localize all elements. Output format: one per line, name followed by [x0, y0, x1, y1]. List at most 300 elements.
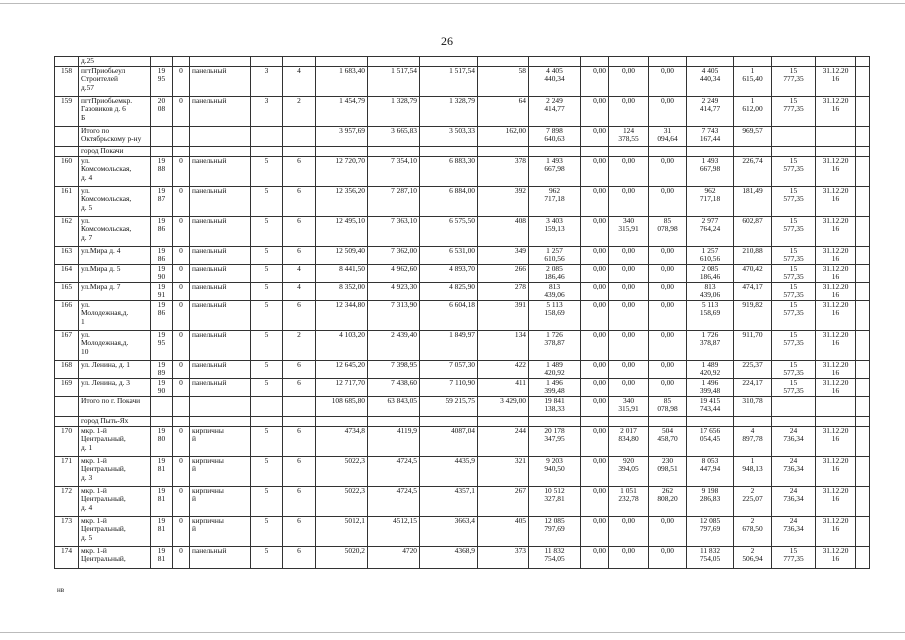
table-cell: 0,00: [649, 156, 687, 186]
table-cell: 0: [173, 96, 190, 126]
table-cell: 0,00: [581, 396, 609, 416]
table-cell: 1 726 378,87: [529, 330, 581, 360]
table-cell: 0,00: [649, 546, 687, 568]
table-cell: [734, 57, 772, 67]
table-cell: 962 717,18: [529, 186, 581, 216]
table-cell: 11 832 754,05: [529, 546, 581, 568]
table-cell: 31.12.20 16: [816, 216, 856, 246]
table-cell: 470,42: [734, 264, 772, 282]
table-cell: 31.12.20 16: [816, 360, 856, 378]
table-cell: 19 86: [151, 300, 173, 330]
bottom-scan-edge: [0, 632, 905, 633]
table-cell: 5: [251, 360, 283, 378]
table-cell: 1 493 667,98: [529, 156, 581, 186]
table-cell: 266: [478, 264, 529, 282]
table-cell: [251, 146, 283, 156]
table-cell: 911,70: [734, 330, 772, 360]
table-cell: 19 95: [151, 330, 173, 360]
table-cell: 1 257 610,56: [529, 246, 581, 264]
table-cell: 19 81: [151, 456, 173, 486]
table-cell: 31.12.20 16: [816, 456, 856, 486]
table-cell: 1 517,54: [420, 66, 478, 96]
table-cell: 134: [478, 330, 529, 360]
table-cell: 3663,4: [420, 516, 478, 546]
table-cell: [173, 146, 190, 156]
table-cell: 31.12.20 16: [816, 246, 856, 264]
table-cell: 962 717,18: [687, 186, 734, 216]
table-cell: 3: [251, 66, 283, 96]
table-cell: 4 405 440,34: [687, 66, 734, 96]
table-cell: 10 512 327,81: [529, 486, 581, 516]
table-cell: 5: [251, 330, 283, 360]
table-row: [55, 246, 870, 264]
table-cell: 6 883,30: [420, 156, 478, 186]
table-cell: 0,00: [609, 264, 649, 282]
table-cell: 1 257 610,56: [687, 246, 734, 264]
table-cell: 15 577,35: [772, 360, 816, 378]
table-cell: 6: [283, 300, 316, 330]
table-cell: 9 203 940,50: [529, 456, 581, 486]
table-cell: 3 957,69: [316, 126, 368, 146]
table-cell: 4: [283, 282, 316, 300]
table-cell: 24 736,34: [772, 426, 816, 456]
table-cell: 31.12.20 16: [816, 516, 856, 546]
table-cell: мкр. 1-й Центральный, д. 1: [79, 426, 151, 456]
table-cell: [190, 396, 251, 416]
table-cell: 31.12.20 16: [816, 186, 856, 216]
table-cell: панельный: [190, 282, 251, 300]
table-cell: 1 051 232,78: [609, 486, 649, 516]
table-cell: кирпичны й: [190, 426, 251, 456]
table-cell: 6: [283, 456, 316, 486]
table-cell: 5: [251, 516, 283, 546]
table-cell: 19 415 743,44: [687, 396, 734, 416]
table-cell: 15 577,35: [772, 186, 816, 216]
table-cell: [283, 57, 316, 67]
table-cell: панельный: [190, 360, 251, 378]
table-cell: 3: [251, 96, 283, 126]
table-cell: 5: [251, 486, 283, 516]
table-cell: [283, 126, 316, 146]
table-cell: [856, 126, 870, 146]
table-cell: 6 531,00: [420, 246, 478, 264]
table-cell: [283, 416, 316, 426]
table-cell: 162: [55, 216, 79, 246]
table-cell: 0,00: [649, 360, 687, 378]
table-cell: город Пыть-Ях: [79, 416, 151, 426]
table-cell: [368, 57, 420, 67]
table-cell: ул. Комсомольская, д. 7: [79, 216, 151, 246]
table-cell: 19 81: [151, 546, 173, 568]
table-row: [55, 378, 870, 396]
table-cell: 0,00: [581, 378, 609, 396]
table-cell: 6: [283, 156, 316, 186]
table-cell: 2 225,07: [734, 486, 772, 516]
table-cell: [609, 416, 649, 426]
table-cell: 170: [55, 426, 79, 456]
table-cell: [251, 57, 283, 67]
table-row: [55, 546, 870, 568]
table-cell: 411: [478, 378, 529, 396]
table-cell: 226,74: [734, 156, 772, 186]
table-cell: 2 977 764,24: [687, 216, 734, 246]
table-cell: 4724,5: [368, 456, 420, 486]
table-cell: 164: [55, 264, 79, 282]
table-cell: 0,00: [649, 330, 687, 360]
table-cell: 165: [55, 282, 79, 300]
table-cell: [151, 126, 173, 146]
table-cell: [190, 126, 251, 146]
table-cell: [856, 378, 870, 396]
table-cell: 19 90: [151, 264, 173, 282]
table-cell: [173, 416, 190, 426]
table-cell: 210,88: [734, 246, 772, 264]
table-cell: панельный: [190, 378, 251, 396]
table-cell: 31.12.20 16: [816, 300, 856, 330]
table-cell: [190, 57, 251, 67]
table-cell: [856, 156, 870, 186]
table-cell: [772, 126, 816, 146]
table-row: [55, 516, 870, 546]
table-cell: 24 736,34: [772, 486, 816, 516]
table-cell: 0,00: [581, 456, 609, 486]
table-cell: [316, 416, 368, 426]
table-cell: [734, 416, 772, 426]
table-cell: 340 315,91: [609, 396, 649, 416]
table-cell: 0,00: [581, 360, 609, 378]
table-cell: [856, 516, 870, 546]
table-cell: [529, 146, 581, 156]
table-cell: 1 328,79: [368, 96, 420, 126]
table-row: [55, 396, 870, 416]
table-cell: город Покачи: [79, 146, 151, 156]
table-cell: 5: [251, 300, 283, 330]
table-cell: 4512,15: [368, 516, 420, 546]
table-cell: 4 825,90: [420, 282, 478, 300]
table-cell: 474,17: [734, 282, 772, 300]
table-cell: 20 08: [151, 96, 173, 126]
table-cell: [856, 282, 870, 300]
table-cell: 0: [173, 546, 190, 568]
table-cell: ул. Комсомольская, д. 5: [79, 186, 151, 216]
table-cell: 167: [55, 330, 79, 360]
table-cell: 3 403 159,13: [529, 216, 581, 246]
table-cell: 19 841 138,33: [529, 396, 581, 416]
table-cell: [856, 216, 870, 246]
table-cell: пгтПриобьеул Строителей д.57: [79, 66, 151, 96]
table-cell: [772, 146, 816, 156]
table-cell: 2 506,94: [734, 546, 772, 568]
table-cell: 15 577,35: [772, 156, 816, 186]
table-cell: [609, 146, 649, 156]
table-cell: 0: [173, 66, 190, 96]
table-cell: 19 90: [151, 378, 173, 396]
table-cell: [478, 146, 529, 156]
table-cell: [478, 57, 529, 67]
table-cell: 4: [283, 264, 316, 282]
table-cell: [478, 416, 529, 426]
table-cell: 0,00: [609, 546, 649, 568]
table-cell: 31.12.20 16: [816, 264, 856, 282]
housing-register-table: [54, 56, 870, 569]
table-cell: Итого по Октябрьскому р-ну: [79, 126, 151, 146]
table-cell: 31.12.20 16: [816, 282, 856, 300]
table-cell: 171: [55, 456, 79, 486]
table-cell: 85 078,98: [649, 396, 687, 416]
table-cell: кирпичны й: [190, 456, 251, 486]
table-cell: 0,00: [581, 186, 609, 216]
table-row: [55, 486, 870, 516]
table-cell: 0,00: [649, 378, 687, 396]
table-cell: [283, 146, 316, 156]
table-cell: ул. Молодежная,д. 1: [79, 300, 151, 330]
table-cell: ул. Молодежная,д. 10: [79, 330, 151, 360]
table-cell: 813 439,06: [687, 282, 734, 300]
table-cell: 1 615,40: [734, 66, 772, 96]
table-cell: [856, 486, 870, 516]
table-cell: 0,00: [609, 300, 649, 330]
table-cell: 340 315,91: [609, 216, 649, 246]
table-cell: 321: [478, 456, 529, 486]
table-cell: 5: [251, 282, 283, 300]
table-cell: 12 344,80: [316, 300, 368, 330]
table-cell: 5: [251, 264, 283, 282]
table-cell: [772, 396, 816, 416]
table-cell: 373: [478, 546, 529, 568]
table-cell: мкр. 1-й Центральный, д. 5: [79, 516, 151, 546]
table-cell: 1 328,79: [420, 96, 478, 126]
table-cell: 168: [55, 360, 79, 378]
table-cell: 58: [478, 66, 529, 96]
table-cell: мкр. 1-й Центральный,: [79, 546, 151, 568]
table-cell: Итого по г. Покачи: [79, 396, 151, 416]
table-cell: [649, 416, 687, 426]
table-cell: 2 017 834,80: [609, 426, 649, 456]
table-cell: [316, 57, 368, 67]
table-cell: 15 577,35: [772, 282, 816, 300]
table-cell: 3 429,00: [478, 396, 529, 416]
table-cell: 0,00: [649, 66, 687, 96]
table-cell: 0,00: [581, 246, 609, 264]
table-cell: 1 489 420,92: [687, 360, 734, 378]
table-cell: 19 87: [151, 186, 173, 216]
table-cell: 1 948,13: [734, 456, 772, 486]
table-cell: 24 736,34: [772, 456, 816, 486]
table-cell: 0: [173, 186, 190, 216]
table-cell: 7 398,95: [368, 360, 420, 378]
table-cell: 1 493 667,98: [687, 156, 734, 186]
table-cell: 267: [478, 486, 529, 516]
table-cell: [529, 57, 581, 67]
table-cell: 4435,9: [420, 456, 478, 486]
table-row: [55, 57, 870, 67]
table-cell: пгтПриобьемкр. Газовиков д. 6 Б: [79, 96, 151, 126]
table-cell: 2 678,50: [734, 516, 772, 546]
table-cell: 19 80: [151, 426, 173, 456]
table-cell: [772, 416, 816, 426]
table-row: [55, 264, 870, 282]
table-cell: 63 843,05: [368, 396, 420, 416]
table-cell: панельный: [190, 546, 251, 568]
table-cell: 20 178 347,95: [529, 426, 581, 456]
table-cell: 31.12.20 16: [816, 156, 856, 186]
table-cell: 224,17: [734, 378, 772, 396]
table-cell: 2: [283, 96, 316, 126]
table-cell: 1 726 378,87: [687, 330, 734, 360]
table-cell: 230 098,51: [649, 456, 687, 486]
table-cell: ул.Мира д. 5: [79, 264, 151, 282]
table-cell: 262 808,20: [649, 486, 687, 516]
table-row: [55, 282, 870, 300]
table-cell: 12 495,10: [316, 216, 368, 246]
table-cell: 8 352,00: [316, 282, 368, 300]
table-cell: 0: [173, 282, 190, 300]
table-row: [55, 156, 870, 186]
table-cell: 0: [173, 246, 190, 264]
table-cell: 162,00: [478, 126, 529, 146]
table-row: [55, 126, 870, 146]
table-cell: 8 053 447,94: [687, 456, 734, 486]
table-cell: 0: [173, 378, 190, 396]
table-cell: 392: [478, 186, 529, 216]
table-cell: [581, 416, 609, 426]
table-cell: 31.12.20 16: [816, 426, 856, 456]
table-cell: [368, 146, 420, 156]
table-cell: [368, 416, 420, 426]
table-cell: 0,00: [609, 156, 649, 186]
table-cell: 0,00: [609, 246, 649, 264]
table-cell: [55, 126, 79, 146]
table-cell: 6: [283, 246, 316, 264]
table-cell: [251, 126, 283, 146]
table-cell: 19 86: [151, 216, 173, 246]
table-cell: 1 612,00: [734, 96, 772, 126]
table-cell: 0: [173, 426, 190, 456]
table-cell: [856, 186, 870, 216]
table-cell: 2 249 414,77: [529, 96, 581, 126]
table-cell: 8 441,50: [316, 264, 368, 282]
page-number: 26: [441, 34, 453, 48]
table-cell: 2 249 414,77: [687, 96, 734, 126]
table-cell: кирпичны й: [190, 516, 251, 546]
table-cell: 969,57: [734, 126, 772, 146]
table-cell: 31.12.20 16: [816, 546, 856, 568]
table-cell: [816, 146, 856, 156]
table-cell: 0,00: [649, 282, 687, 300]
table-cell: 12 356,20: [316, 186, 368, 216]
table-cell: [856, 146, 870, 156]
table-cell: [856, 456, 870, 486]
table-row: [55, 216, 870, 246]
table-cell: [151, 146, 173, 156]
table-cell: 15 577,35: [772, 216, 816, 246]
table-cell: [687, 57, 734, 67]
table-cell: 0: [173, 330, 190, 360]
table-cell: 5020,2: [316, 546, 368, 568]
table-cell: мкр. 1-й Центральный, д. 4: [79, 486, 151, 516]
table-row: [55, 66, 870, 96]
table-cell: 378: [478, 156, 529, 186]
table-cell: панельный: [190, 300, 251, 330]
table-cell: 1 496 399,48: [529, 378, 581, 396]
table-cell: [772, 57, 816, 67]
table-cell: 108 685,80: [316, 396, 368, 416]
table-cell: 161: [55, 186, 79, 216]
table-cell: [856, 360, 870, 378]
table-cell: 0,00: [649, 264, 687, 282]
table-cell: 6: [283, 186, 316, 216]
table-cell: [55, 416, 79, 426]
table-cell: 15 777,35: [772, 96, 816, 126]
table-cell: 0,00: [609, 282, 649, 300]
table-cell: 5 113 158,69: [687, 300, 734, 330]
table-cell: 0,00: [581, 216, 609, 246]
table-cell: 7 363,10: [368, 216, 420, 246]
table-cell: ул. Ленина, д. 3: [79, 378, 151, 396]
table-cell: [190, 416, 251, 426]
table-cell: 9 198 286,83: [687, 486, 734, 516]
table-cell: 166: [55, 300, 79, 330]
table-cell: 244: [478, 426, 529, 456]
table-cell: 0,00: [609, 378, 649, 396]
table-cell: 15 577,35: [772, 378, 816, 396]
table-cell: [190, 146, 251, 156]
table-cell: 0,00: [581, 264, 609, 282]
table-cell: 12 720,70: [316, 156, 368, 186]
table-cell: [816, 126, 856, 146]
table-cell: 19 81: [151, 486, 173, 516]
table-cell: 15 577,35: [772, 246, 816, 264]
table-cell: 0,00: [581, 300, 609, 330]
table-cell: мкр. 1-й Центральный, д. 3: [79, 456, 151, 486]
table-cell: панельный: [190, 66, 251, 96]
table-cell: 19 89: [151, 360, 173, 378]
table-cell: 12 717,70: [316, 378, 368, 396]
table-cell: [856, 300, 870, 330]
table-cell: 391: [478, 300, 529, 330]
table-cell: [420, 416, 478, 426]
table-cell: 5: [251, 546, 283, 568]
table-cell: [856, 426, 870, 456]
table-cell: ул. Ленина, д. 1: [79, 360, 151, 378]
table-cell: панельный: [190, 264, 251, 282]
table-cell: 0,00: [581, 156, 609, 186]
table-cell: [856, 96, 870, 126]
table-cell: 602,87: [734, 216, 772, 246]
table-cell: [649, 146, 687, 156]
table-cell: 24 736,34: [772, 516, 816, 546]
table-cell: 15 777,35: [772, 66, 816, 96]
table-cell: 5: [251, 456, 283, 486]
table-cell: [529, 416, 581, 426]
table-row: [55, 330, 870, 360]
table-cell: 4724,5: [368, 486, 420, 516]
table-cell: 31.12.20 16: [816, 66, 856, 96]
table-cell: 0,00: [581, 516, 609, 546]
table-cell: 5: [251, 216, 283, 246]
table-cell: 7 898 640,63: [529, 126, 581, 146]
table-cell: 0,00: [649, 516, 687, 546]
table-cell: 31.12.20 16: [816, 486, 856, 516]
table-cell: 0,00: [581, 126, 609, 146]
table-cell: 12 085 797,69: [687, 516, 734, 546]
table-cell: 2: [283, 330, 316, 360]
table-cell: 0,00: [581, 546, 609, 568]
table-cell: [55, 396, 79, 416]
table-cell: 4 897,78: [734, 426, 772, 456]
table-cell: [687, 416, 734, 426]
table-cell: 5: [251, 186, 283, 216]
